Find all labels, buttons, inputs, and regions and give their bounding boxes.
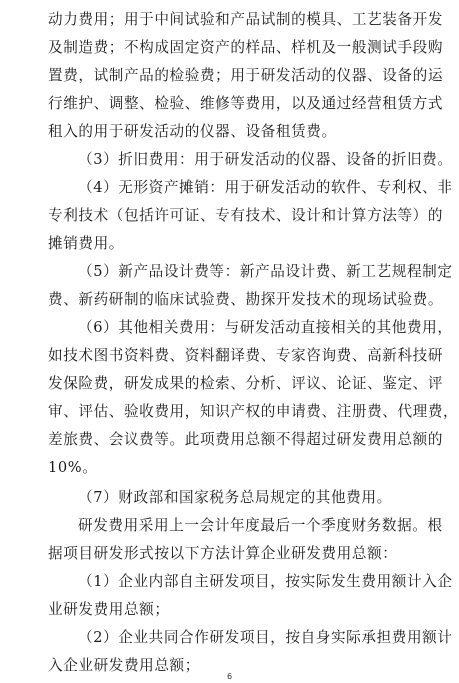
paragraph-start-line: （5）新产品设计费等：新产品设计费、新工艺规程制定 — [78, 263, 453, 280]
paragraph-start-line: （1）企业内部自主研发项目，按实际发生费用额计入企 — [78, 573, 453, 590]
body-text-line: 审、评估、验收费用，知识产权的申请费、注册费、代理费， — [48, 403, 459, 420]
body-text-line: 及制造费；不构成固定资产的样品、样机及一般测试手段购 — [48, 39, 444, 56]
body-text-line: 10%。 — [48, 459, 98, 476]
body-text-line: 据项目研发形式按以下方法计算企业研发费用总额： — [48, 545, 398, 562]
paragraph-start-line: 研发费用采用上一会计年度最后一个季度财务数据。根 — [78, 517, 443, 534]
body-text-line: 发保险费，研发成果的检索、分析、评议、论证、鉴定、评 — [48, 375, 444, 392]
body-text-line: 租入的用于研发活动的仪器、设备租赁费。 — [48, 123, 337, 140]
body-text-line: 费、新药研制的临床试验费、勘探开发技术的现场试验费。 — [48, 291, 444, 308]
body-text-line: 差旅费、会议费等。此项费用总额不得超过研发费用总额的 — [48, 431, 444, 448]
body-text-line: 业研发费用总额； — [48, 601, 170, 618]
paragraph-start-line: （6）其他相关费用：与研发活动直接相关的其他费用， — [78, 319, 453, 336]
paragraph-start-line: （2）企业共同合作研发项目，按自身实际承担费用额计 — [78, 629, 453, 646]
page-number: 6 — [226, 672, 233, 681]
body-text-line: 置费，试制产品的检验费；用于研发活动的仪器、设备的运 — [48, 67, 444, 84]
body-text-line: 摊销费用。 — [48, 235, 124, 252]
body-text-line: 专利技术（包括许可证、专有技术、设计和计算方法等）的 — [48, 207, 444, 224]
body-text-line: 动力费用；用于中间试验和产品试制的模具、工艺装备开发 — [48, 11, 444, 28]
paragraph-start-line: （7）财政部和国家税务总局规定的其他费用。 — [78, 489, 392, 506]
body-text-line: 如技术图书资料费、资料翻译费、专家咨询费、高新科技研 — [48, 347, 444, 364]
body-text-line: 行维护、调整、检验、维修等费用，以及通过经营租赁方式 — [48, 95, 444, 112]
paragraph-start-line: （4）无形资产摊销：用于研发活动的软件、专利权、非 — [78, 179, 453, 196]
body-text-line: 入企业研发费用总额； — [48, 657, 200, 674]
paragraph-start-line: （3）折旧费用：用于研发活动的仪器、设备的折旧费。 — [78, 151, 453, 168]
